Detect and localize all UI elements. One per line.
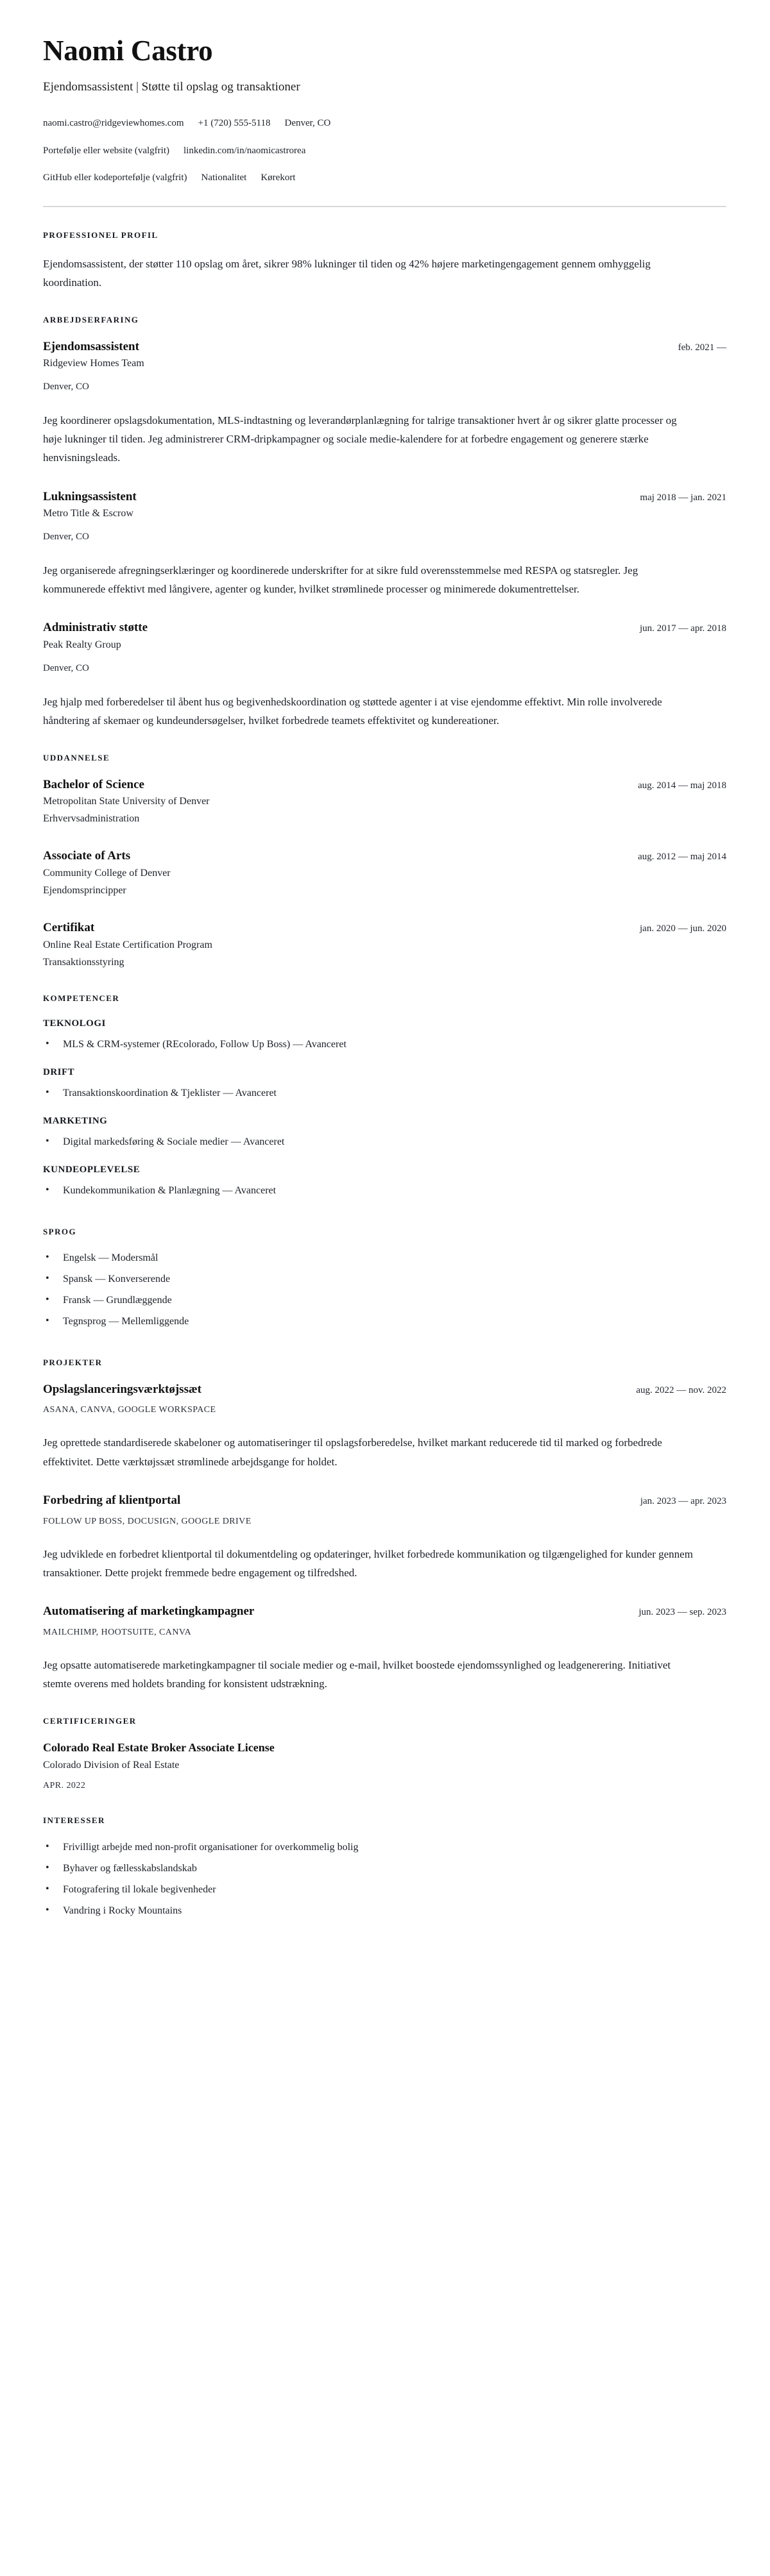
certification-issuer: Colorado Division of Real Estate bbox=[43, 1760, 180, 1771]
degree-title: Associate of Arts bbox=[43, 849, 131, 863]
section-title-education: UDDANNELSE bbox=[43, 753, 110, 763]
contact-linkedin[interactable]: linkedin.com/in/naomicastrorea bbox=[184, 145, 306, 156]
section-skills bbox=[43, 993, 726, 1199]
job-date-range: jun. 2017 — apr. 2018 bbox=[640, 623, 726, 634]
project-description: Jeg udviklede en forbedret klientportal til dokumentdeling og opdateringer, hvilket forbedrede kommunikation og tilgængelighed for kunder gennem transaktioner. Dette projekt fremmede bedre engagement og tilfredshed. bbox=[43, 1547, 693, 1579]
certification-name: Colorado Real Estate Broker Associate License bbox=[43, 1740, 275, 1754]
education-entry-head bbox=[43, 777, 726, 793]
school-name: Online Real Estate Certification Program bbox=[43, 939, 212, 950]
job-title: Lukningsassistent bbox=[43, 489, 137, 503]
project-title: Opslagslanceringsværktøjssæt bbox=[43, 1382, 202, 1396]
contact-location: Denver, CO bbox=[284, 118, 331, 129]
job-location: Denver, CO bbox=[43, 532, 89, 543]
language-item: • Fransk — Grundlæggende bbox=[43, 1293, 726, 1308]
interest-item: • Frivilligt arbejde med non-profit organisationer for overkommelig bolig bbox=[43, 1840, 726, 1855]
contact-row bbox=[43, 117, 726, 130]
skill-group-title: TEKNOLOGI bbox=[43, 1018, 106, 1029]
job-date-range: maj 2018 — jan. 2021 bbox=[640, 492, 726, 503]
education-entry-head bbox=[43, 848, 726, 864]
skill-group-title: KUNDEOPLEVELSE bbox=[43, 1164, 141, 1175]
skill-list bbox=[43, 1134, 726, 1150]
section-experience bbox=[43, 315, 726, 730]
field-of-study: Ejendomsprincipper bbox=[43, 885, 126, 897]
interest-item: • Fotografering til lokale begivenheder bbox=[43, 1882, 726, 1898]
certification-entry bbox=[43, 1740, 726, 1792]
skill-list bbox=[43, 1086, 726, 1101]
skill-list bbox=[43, 1183, 726, 1199]
project-entry-head bbox=[43, 1604, 726, 1619]
project-entry bbox=[43, 1493, 726, 1582]
skill-group bbox=[43, 1164, 726, 1199]
education-entry bbox=[43, 920, 726, 970]
section-languages bbox=[43, 1227, 726, 1330]
interest-item: • Vandring i Rocky Mountains bbox=[43, 1903, 726, 1919]
project-date-range: aug. 2022 — nov. 2022 bbox=[636, 1385, 726, 1395]
interest-list bbox=[43, 1840, 726, 1919]
interest-item: • Byhaver og fællesskabslandskab bbox=[43, 1861, 726, 1876]
education-entry-head bbox=[43, 920, 726, 936]
certification-date: APR. 2022 bbox=[43, 1781, 86, 1791]
project-entry bbox=[43, 1604, 726, 1693]
skill-group-title: MARKETING bbox=[43, 1115, 108, 1126]
field-of-study: Transaktionsstyring bbox=[43, 956, 124, 968]
language-item: • Tegnsprog — Mellemliggende bbox=[43, 1314, 726, 1329]
job-title: Administrativ støtte bbox=[43, 621, 148, 635]
project-date-range: jan. 2023 — apr. 2023 bbox=[640, 1495, 726, 1506]
section-certifications bbox=[43, 1716, 726, 1792]
job-title: Ejendomsassistent bbox=[43, 339, 139, 353]
skill-list bbox=[43, 1037, 726, 1052]
contact-driving-license: Kørekort bbox=[261, 172, 296, 183]
job-company: Metro Title & Escrow bbox=[43, 508, 133, 519]
section-title-skills: KOMPETENCER bbox=[43, 993, 120, 1003]
experience-entry bbox=[43, 489, 726, 599]
skill-item: • MLS & CRM-systemer (REcolorado, Follow Up Boss) — Avanceret bbox=[43, 1037, 726, 1052]
section-projects bbox=[43, 1358, 726, 1693]
contact-row bbox=[43, 144, 726, 157]
education-entry bbox=[43, 777, 726, 827]
job-company: Ridgeview Homes Team bbox=[43, 358, 144, 369]
section-education bbox=[43, 753, 726, 970]
project-stack: FOLLOW UP BOSS, DOCUSIGN, GOOGLE DRIVE bbox=[43, 1516, 252, 1526]
skill-group-title: DRIFT bbox=[43, 1066, 75, 1077]
language-list bbox=[43, 1250, 726, 1329]
school-name: Metropolitan State University of Denver bbox=[43, 796, 210, 807]
experience-entry-head bbox=[43, 489, 726, 505]
language-item: • Engelsk — Modersmål bbox=[43, 1250, 726, 1266]
project-entry bbox=[43, 1382, 726, 1471]
language-item: • Spansk — Konverserende bbox=[43, 1272, 726, 1287]
project-title: Automatisering af marketingkampagner bbox=[43, 1604, 255, 1619]
job-company: Peak Realty Group bbox=[43, 639, 121, 651]
skill-group bbox=[43, 1018, 726, 1052]
section-title-profile: PROFESSIONEL PROFIL bbox=[43, 230, 158, 240]
resume-header bbox=[43, 35, 726, 207]
experience-entry bbox=[43, 339, 726, 467]
job-description: Jeg koordinerer opslagsdokumentation, MLS-indtastning og leverandørplanlægning for talrige transaktioner hvert år og sikrer glatte processer og høje lukninger til tiden. Jeg administrerer CRM-dripkampagner og sociale medie-kalendere for at forbedre engagement og generere stærke henvisningsleads. bbox=[43, 414, 677, 464]
degree-date-range: aug. 2012 — maj 2014 bbox=[638, 852, 726, 863]
skill-group bbox=[43, 1115, 726, 1150]
section-title-certifications: CERTIFICERINGER bbox=[43, 1716, 137, 1726]
skill-group bbox=[43, 1066, 726, 1101]
education-entry bbox=[43, 848, 726, 898]
project-description: Jeg opsatte automatiserede marketingkampagner til sociale medier og e-mail, hvilket boostede ejendomssynlighed og leadgenerering. Initiativet stemte overens med holdets branding for konsistent udstrækning. bbox=[43, 1658, 671, 1690]
contact-nationality: Nationalitet bbox=[201, 172, 247, 183]
field-of-study: Erhvervsadministration bbox=[43, 813, 140, 825]
project-date-range: jun. 2023 — sep. 2023 bbox=[638, 1607, 726, 1618]
candidate-name: Naomi Castro bbox=[43, 35, 213, 67]
project-description: Jeg oprettede standardiserede skabeloner og automatiseringer til opslagsforberedelse, hvilket markant reducerede tid til marked og forbedrede effektivitet. Dette værktøjssæt strømlinede arbejdsgange for holdet. bbox=[43, 1436, 662, 1468]
job-location: Denver, CO bbox=[43, 663, 89, 674]
section-title-projects: PROJEKTER bbox=[43, 1358, 103, 1368]
section-title-languages: SPROG bbox=[43, 1226, 77, 1236]
header-divider bbox=[43, 206, 726, 207]
experience-entry-head bbox=[43, 339, 726, 355]
job-date-range: feb. 2021 — bbox=[678, 342, 726, 353]
experience-entry bbox=[43, 620, 726, 730]
project-title: Forbedring af klientportal bbox=[43, 1493, 181, 1507]
project-stack: ASANA, CANVA, GOOGLE WORKSPACE bbox=[43, 1405, 216, 1415]
job-description: Jeg hjalp med forberedelser til åbent hus og begivenhedskoordination og støttede agenter i at vise ejendomme effektivt. Min rolle involverede håndtering af skemaer og kundeundersøgelser, hvilket forbedrede teamets effektivitet og kundereationer. bbox=[43, 695, 662, 727]
contact-block bbox=[43, 117, 726, 184]
degree-date-range: jan. 2020 — jun. 2020 bbox=[640, 923, 726, 934]
school-name: Community College of Denver bbox=[43, 868, 171, 879]
contact-website[interactable]: Portefølje eller website (valgfrit) bbox=[43, 145, 170, 156]
experience-entry-head bbox=[43, 620, 726, 636]
contact-row bbox=[43, 171, 726, 184]
contact-phone[interactable]: +1 (720) 555-5118 bbox=[198, 118, 271, 129]
profile-summary: Ejendomsassistent, der støtter 110 opslag om året, sikrer 98% lukninger til tiden og 42% højere marketingengagement gennem omhyggelig koordination. bbox=[43, 257, 651, 289]
project-stack: MAILCHIMP, HOOTSUITE, CANVA bbox=[43, 1627, 192, 1637]
job-location: Denver, CO bbox=[43, 382, 89, 392]
degree-title: Certifikat bbox=[43, 921, 95, 935]
contact-email[interactable]: naomi.castro@ridgeviewhomes.com bbox=[43, 118, 184, 129]
candidate-headline: Ejendomsassistent | Støtte til opslag og transaktioner bbox=[43, 80, 300, 94]
degree-title: Bachelor of Science bbox=[43, 777, 144, 791]
section-interests bbox=[43, 1815, 726, 1919]
skill-item: • Transaktionskoordination & Tjeklister — Avanceret bbox=[43, 1086, 726, 1101]
skill-item: • Kundekommunikation & Planlægning — Avanceret bbox=[43, 1183, 726, 1199]
project-entry-head bbox=[43, 1382, 726, 1397]
job-description: Jeg organiserede afregningserklæringer og koordinerede underskrifter for at sikre fuld overensstemmelse med RESPA og statsregler. Jeg kommunerede effektivt med långivere, agenter og kunder, hvilket strømlinede processer og minimerede dokumentrettelser. bbox=[43, 564, 638, 596]
section-title-experience: ARBEJDSERFARING bbox=[43, 315, 139, 325]
section-profile bbox=[43, 230, 726, 292]
project-entry-head bbox=[43, 1493, 726, 1508]
degree-date-range: aug. 2014 — maj 2018 bbox=[638, 780, 726, 791]
section-title-interests: INTERESSER bbox=[43, 1815, 105, 1826]
skill-item: • Digital markedsføring & Sociale medier — Avanceret bbox=[43, 1134, 726, 1150]
contact-github[interactable]: GitHub eller kodeportefølje (valgfrit) bbox=[43, 172, 187, 183]
